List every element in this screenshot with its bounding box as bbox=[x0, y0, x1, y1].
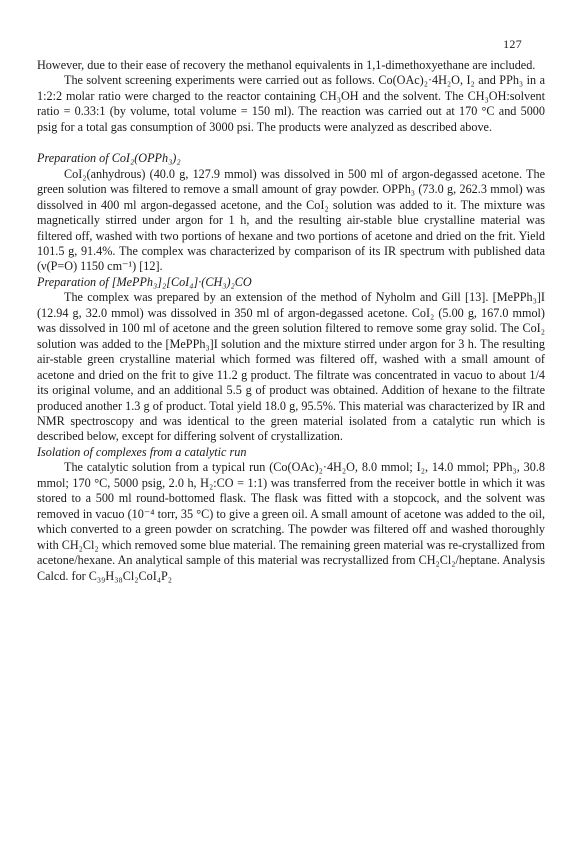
section-heading-mepph3-coi4: Preparation of [MePPh₃]₂[CoI₄]·(CH₃)₂CO bbox=[37, 274, 252, 289]
section-body-coi2-opph3: CoI₂(anhydrous) (40.0 g, 127.9 mmol) was dissolved in 500 ml of argon-degassed acetone. The green solution was filtered to remove a small amount of gray powder. OPPh₃ (73.0 g, 262.3 mmol) was dissolved in 400 ml argon-degassed acetone, and the CoI₂ solution was added to it. The mixture was magnetically stirred under argon for 1 h, and the resulting air-stable blue crystalline material was filtered off, washed with two portions of hexane and two portions of acetone and dried on the frit. Yield 101.5 g, 91.4%. The complex was characterized by comparison of its IR spectrum with published data (ν(P=O) 1150 cm⁻¹) [12]. bbox=[37, 166, 545, 274]
section-heading-coi2-opph3: Preparation of CoI₂(OPPh₃)₂ bbox=[37, 151, 181, 166]
intro-paragraph: However, due to their ease of recovery the methanol equivalents in 1,1-dimethoxyethane are included. bbox=[37, 58, 536, 72]
page-content bbox=[37, 58, 545, 584]
section-body-catalytic-run: The catalytic solution from a typical run (Co(OAc)₂·4H₂O, 8.0 mmol; I₂, 14.0 mmol; PPh₃, 30.8 mmol; 170 °C, 5000 psig, 2.0 h, H₂:CO = 1:1) was transferred from the receiver bottle in which it was stored to a 500 ml round-bottomed flask. The flask was fitted with a stopcock, and the solvent was removed in vacuo (10⁻⁴ torr, 35 °C) to give a green oil. A small amount of acetone was added to the oil, which converted to a green powder on scratching. The powder was filtered off and washed thoroughly with CH₂Cl₂ which removed some blue material. The remaining green material was re-crystallized from acetone/hexane. An analytical sample of this material was recrystallized from CH₂Cl₂/heptane. Analysis Calcd. for C₃₉H₃₈Cl₂CoI₄P₂ bbox=[37, 460, 545, 583]
page-number: 127 bbox=[503, 37, 522, 51]
section-heading-catalytic-run: Isolation of complexes from a catalytic run bbox=[37, 444, 247, 459]
section-body-mepph3-coi4: The complex was prepared by an extension of the method of Nyholm and Gill [13]. [MePPh₃]I (12.94 g, 32.0 mmol) was dissolved in 350 ml of argon-degassed acetone. CoI₂ (5.00 g, 167.0 mmol) was dissolved in 100 ml of acetone and the green solution filtered to remove some gray solid. The CoI₂ solution was added to the [MePPh₃]I solution and the mixture stirred under argon for 3 h. The resulting air-stable green crystalline material which formed was filtered off, washed with a small amount of acetone and dried on the frit to give 11.2 g product. The filtrate was concentrated in vacuo to about 1/4 its original volume, and an additional 5.5 g of product was obtained. Addition of hexane to the filtrate produced another 1.3 g of product. Total yield 18.0 g, 95.5%. This material was characterized by IR and NMR spectroscopy and was identical to the green material isolated from a catalytic run which is described below, except for differing solvent of crystallization. bbox=[37, 290, 545, 444]
solvent-screening-paragraph: The solvent screening experiments were carried out as follows. Co(OAc)₂·4H₂O, I₂ and PPh₃ in a 1:2:2 molar ratio were charged to the reactor containing CH₃OH and the solvent. The CH₃OH:solvent ratio = 0.33:1 (by volume, total volume = 150 ml). The reaction was carried out at 170 °C and 5000 psig for a total gas consumption of 3000 psi. The products were analyzed as described above. bbox=[37, 73, 545, 134]
